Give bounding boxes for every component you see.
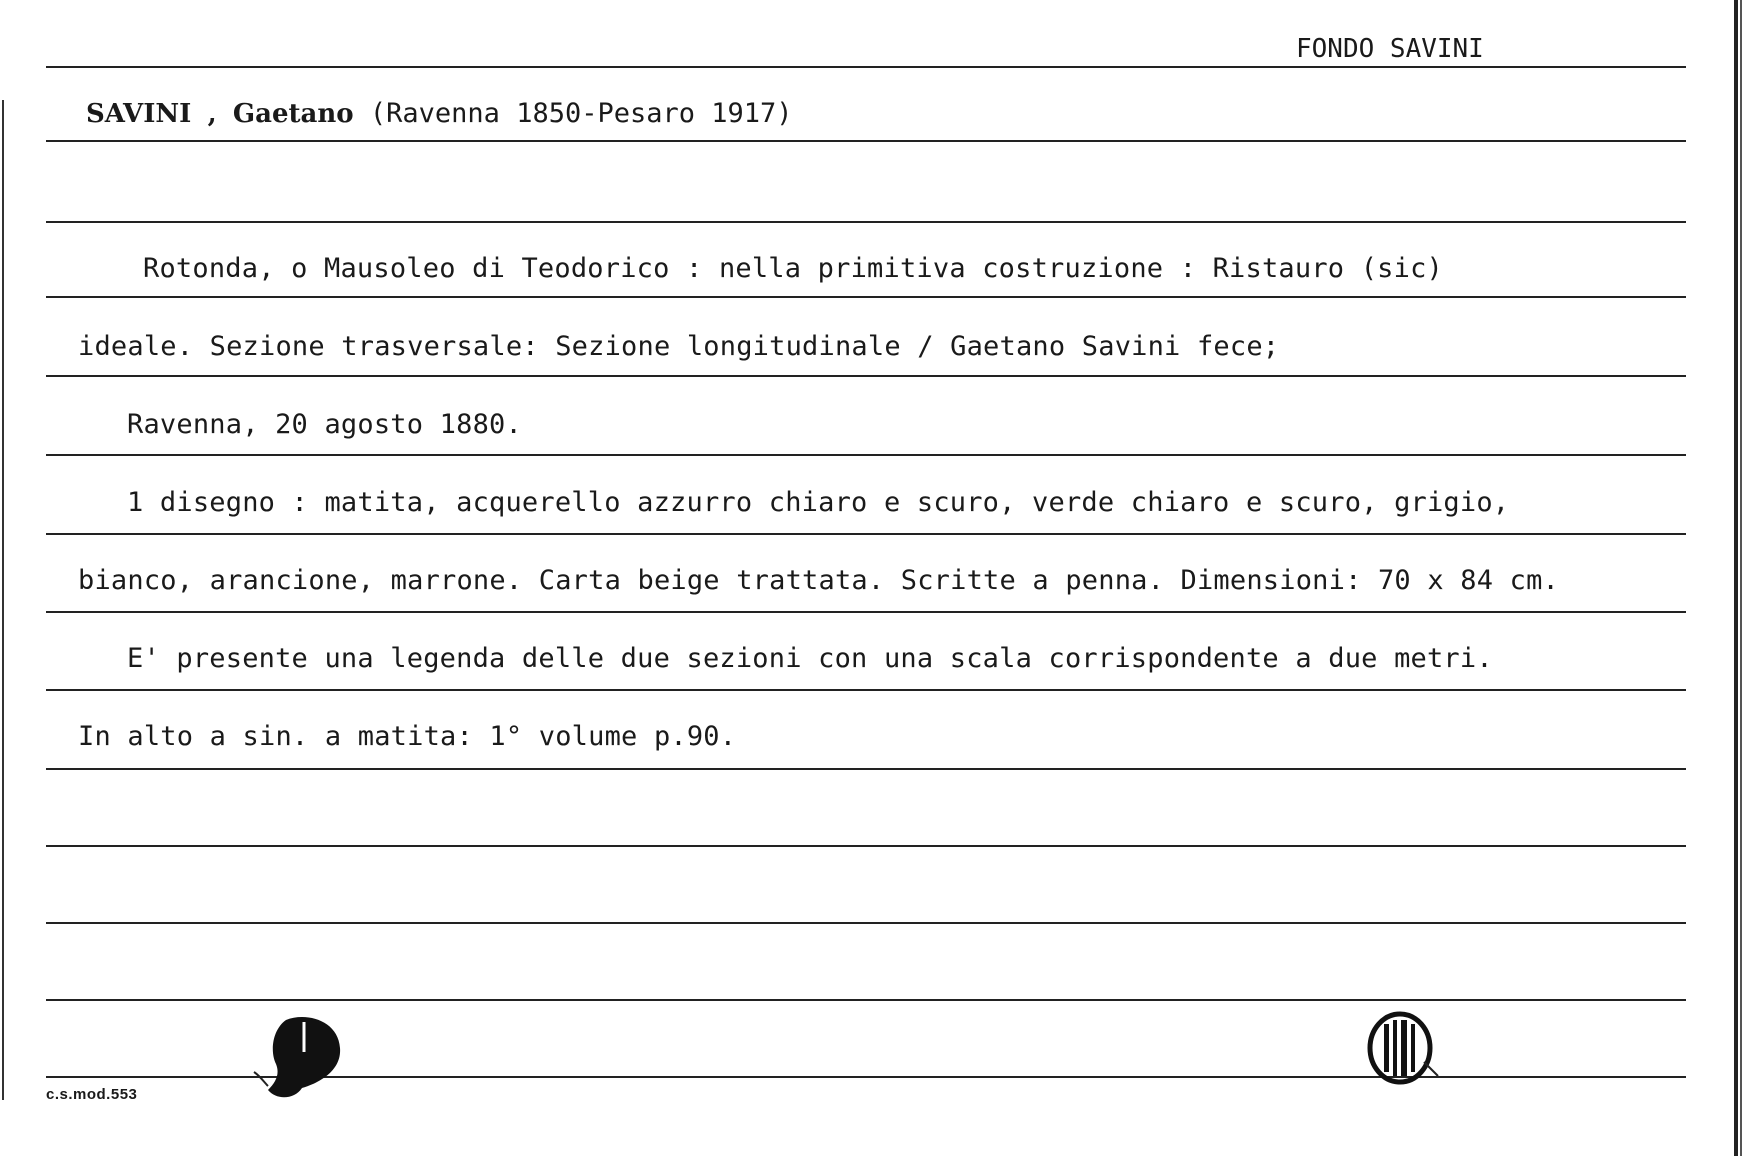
- fondo-label: FONDO SAVINI: [1296, 34, 1484, 64]
- rule-5: [46, 375, 1686, 377]
- author-dates: (Ravenna 1850-Pesaro 1917): [369, 98, 793, 129]
- rule-11: [46, 845, 1686, 847]
- author-given-name: Gaetano: [232, 99, 354, 129]
- rule-13: [46, 999, 1686, 1001]
- rule-4: [46, 296, 1686, 298]
- description-line-4: 1 disegno : matita, acquerello azzurro chiaro e scuro, verde chiaro e scuro, grigio,: [127, 487, 1510, 518]
- description-line-6: E' presente una legenda delle due sezioni con una scala corrispondente a due metri.: [127, 643, 1493, 674]
- rule-3: [46, 221, 1686, 223]
- rule-6: [46, 454, 1686, 456]
- form-code: c.s.mod.553: [46, 1086, 138, 1103]
- rule-7: [46, 533, 1686, 535]
- rule-2: [46, 140, 1686, 142]
- ink-blot-icon: [246, 1012, 346, 1102]
- author-heading: [86, 98, 793, 129]
- card-right-edge: [1734, 0, 1738, 1156]
- description-line-3: Ravenna, 20 agosto 1880.: [127, 409, 522, 440]
- card-left-edge: [2, 100, 4, 1100]
- rule-8: [46, 611, 1686, 613]
- description-line-2: ideale. Sezione trasversale: Sezione longitudinale / Gaetano Savini fece;: [78, 331, 1280, 362]
- rule-9: [46, 689, 1686, 691]
- rule-12: [46, 922, 1686, 924]
- author-separator: ,: [207, 99, 217, 129]
- description-line-5: bianco, arancione, marrone. Carta beige trattata. Scritte a penna. Dimensioni: 70 x 84 cm.: [78, 565, 1559, 596]
- description-line-1: Rotonda, o Mausoleo di Teodorico : nella primitiva costruzione : Ristauro (sic): [143, 253, 1443, 284]
- author-surname: SAVINI: [86, 99, 192, 129]
- ink-seal-icon: [1362, 1010, 1446, 1090]
- rule-10: [46, 768, 1686, 770]
- rule-1: [46, 66, 1686, 68]
- description-line-7: In alto a sin. a matita: 1° volume p.90.: [78, 721, 737, 752]
